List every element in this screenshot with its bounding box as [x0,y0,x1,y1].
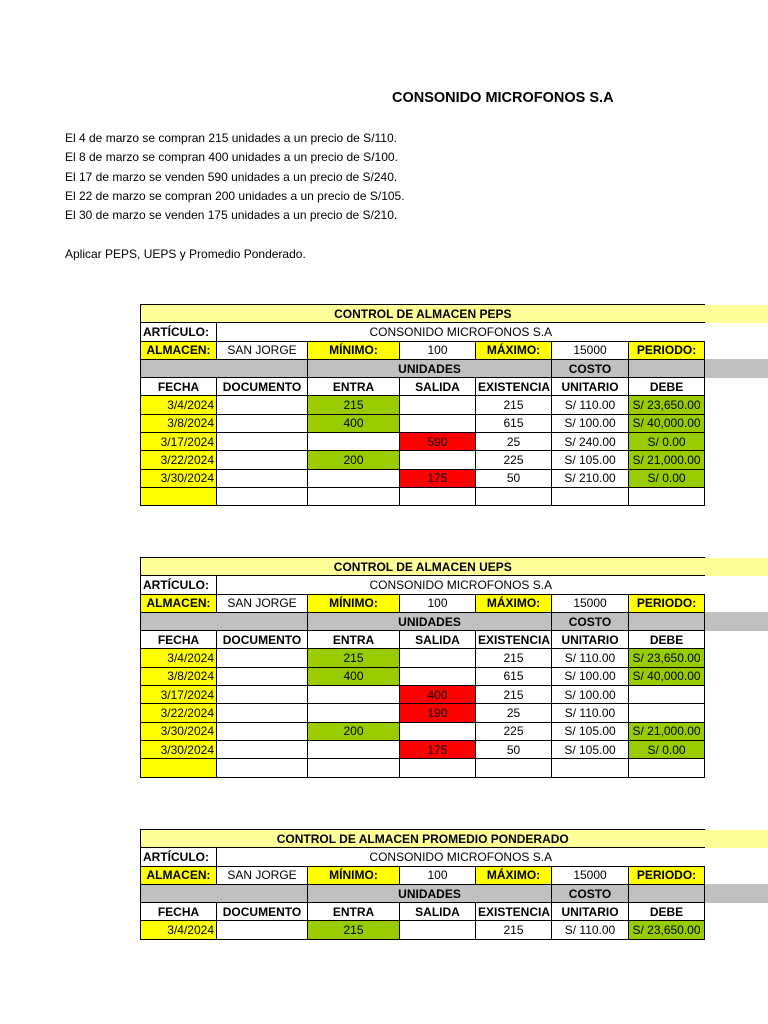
salida-cell[interactable]: 175 [400,740,476,758]
statement-line: El 8 de marzo se compran 400 unidades a un precio de S/100. [65,150,398,165]
almacen-value[interactable]: SAN JORGE [217,594,308,612]
row-extension[interactable] [705,759,768,777]
existencia-cell[interactable]: 215 [476,396,552,414]
fecha-cell[interactable]: 3/30/2024 [141,740,217,758]
row-extension[interactable] [705,903,768,921]
salida-cell[interactable]: 190 [400,704,476,722]
documento-cell[interactable] [217,469,308,487]
existencia-cell[interactable]: 25 [476,704,552,722]
fecha-cell[interactable]: 3/4/2024 [141,396,217,414]
band-extension[interactable] [705,884,768,902]
fecha-cell[interactable]: 3/22/2024 [141,451,217,469]
band-blank[interactable] [629,612,705,630]
band-blank[interactable] [141,884,308,902]
entra-cell[interactable]: 400 [308,667,400,685]
table-row [141,667,768,685]
row-extension[interactable] [705,740,768,758]
entra-cell[interactable]: 200 [308,451,400,469]
column-header-unitario[interactable]: UNITARIO [552,631,629,649]
empty-cell[interactable] [217,759,308,777]
statement-line: El 30 de marzo se venden 175 unidades a un precio de S/210. [65,208,398,223]
empty-cell[interactable] [552,487,629,505]
table-row [141,469,768,487]
debe-cell[interactable]: S/ 40,000.00 [629,414,705,432]
row-extension[interactable] [705,631,768,649]
row-extension[interactable] [705,649,768,667]
maximo-value[interactable]: 15000 [552,341,629,359]
column-header-debe[interactable]: DEBE [629,903,705,921]
row-extension[interactable] [705,848,768,866]
almacen-label[interactable]: ALMACEN: [141,594,217,612]
salida-cell[interactable] [400,722,476,740]
table-row [141,704,768,722]
fecha-cell[interactable] [141,487,217,505]
debe-cell[interactable]: S/ 40,000.00 [629,667,705,685]
documento-cell[interactable] [217,451,308,469]
empty-cell[interactable] [629,759,705,777]
unitario-cell[interactable]: S/ 110.00 [552,649,629,667]
fecha-cell[interactable]: 3/8/2024 [141,667,217,685]
unitario-cell[interactable]: S/ 110.00 [552,921,629,939]
minimo-value[interactable]: 100 [400,341,476,359]
table-row-empty [141,759,768,777]
existencia-cell[interactable]: 215 [476,686,552,704]
row-extension[interactable] [705,722,768,740]
row-extension[interactable] [705,667,768,685]
row-extension[interactable] [705,341,768,359]
column-header-debe[interactable]: DEBE [629,378,705,396]
table-row [141,921,768,939]
almacen-value[interactable]: SAN JORGE [217,866,308,884]
articulo-label[interactable]: ARTÍCULO: [141,848,217,866]
band-blank[interactable] [629,359,705,377]
column-header-documento[interactable]: DOCUMENTO [217,631,308,649]
debe-cell[interactable]: S/ 23,650.00 [629,921,705,939]
existencia-cell[interactable]: 50 [476,740,552,758]
existencia-cell[interactable]: 225 [476,451,552,469]
salida-cell[interactable]: 175 [400,469,476,487]
row-extension[interactable] [705,396,768,414]
almacen-label[interactable]: ALMACEN: [141,866,217,884]
articulo-value[interactable]: CONSONIDO MICROFONOS S.A [217,848,705,866]
costo-header[interactable]: COSTO [552,612,629,630]
table-row [141,414,768,432]
maximo-label[interactable]: MÁXIMO: [476,866,552,884]
problem-statements [65,129,405,225]
row-extension[interactable] [705,378,768,396]
empty-cell[interactable] [476,759,552,777]
title-bar-extension[interactable] [705,558,768,576]
existencia-cell[interactable]: 615 [476,414,552,432]
documento-cell[interactable] [217,396,308,414]
debe-cell[interactable] [629,704,705,722]
empty-cell[interactable] [476,487,552,505]
minimo-value[interactable]: 100 [400,866,476,884]
fecha-cell[interactable]: 3/17/2024 [141,686,217,704]
existencia-cell[interactable]: 215 [476,649,552,667]
entra-cell[interactable] [308,469,400,487]
minimo-label[interactable]: MÍNIMO: [308,594,400,612]
minimo-label[interactable]: MÍNIMO: [308,341,400,359]
periodo-label[interactable]: PERIODO: [629,341,705,359]
column-header-existencia[interactable]: EXISTENCIA [476,631,552,649]
inventory-table-1 [140,557,768,778]
column-header-documento[interactable]: DOCUMENTO [217,378,308,396]
row-extension[interactable] [705,866,768,884]
almacen-value[interactable]: SAN JORGE [217,341,308,359]
empty-cell[interactable] [308,487,400,505]
column-header-entra[interactable]: ENTRA [308,903,400,921]
row-extension[interactable] [705,414,768,432]
column-header-documento[interactable]: DOCUMENTO [217,903,308,921]
unitario-cell[interactable]: S/ 100.00 [552,686,629,704]
column-header-entra[interactable]: ENTRA [308,378,400,396]
document-title: CONSONIDO MICROFONOS S.A [392,90,614,106]
articulo-label[interactable]: ARTÍCULO: [141,323,217,341]
articulo-label[interactable]: ARTÍCULO: [141,576,217,594]
row-extension[interactable] [705,704,768,722]
documento-cell[interactable] [217,667,308,685]
periodo-label[interactable]: PERIODO: [629,594,705,612]
column-header-unitario[interactable]: UNITARIO [552,378,629,396]
documento-cell[interactable] [217,704,308,722]
statement-line: El 4 de marzo se compran 215 unidades a un precio de S/110. [65,131,397,145]
debe-cell[interactable] [629,686,705,704]
table-row [141,722,768,740]
fecha-cell[interactable]: 3/4/2024 [141,921,217,939]
salida-cell[interactable]: 590 [400,433,476,451]
minimo-label[interactable]: MÍNIMO: [308,866,400,884]
empty-cell[interactable] [308,759,400,777]
debe-cell[interactable]: S/ 21,000.00 [629,451,705,469]
existencia-cell[interactable]: 25 [476,433,552,451]
table-row [141,686,768,704]
band-blank[interactable] [141,359,308,377]
fecha-cell[interactable]: 3/30/2024 [141,722,217,740]
unitario-cell[interactable]: S/ 105.00 [552,451,629,469]
column-header-salida[interactable]: SALIDA [400,903,476,921]
salida-cell[interactable]: 400 [400,686,476,704]
table-title[interactable]: CONTROL DE ALMACEN PEPS [141,305,705,323]
existencia-cell[interactable]: 50 [476,469,552,487]
debe-cell[interactable]: S/ 0.00 [629,433,705,451]
column-header-entra[interactable]: ENTRA [308,631,400,649]
documento-cell[interactable] [217,686,308,704]
entra-cell[interactable]: 400 [308,414,400,432]
entra-cell[interactable] [308,686,400,704]
fecha-cell[interactable]: 3/4/2024 [141,649,217,667]
inventory-table-2 [140,829,768,940]
row-extension[interactable] [705,323,768,341]
column-header-existencia[interactable]: EXISTENCIA [476,378,552,396]
entra-cell[interactable]: 215 [308,396,400,414]
fecha-cell[interactable] [141,759,217,777]
title-bar-extension[interactable] [705,830,768,848]
salida-cell[interactable] [400,649,476,667]
empty-cell[interactable] [552,759,629,777]
periodo-label[interactable]: PERIODO: [629,866,705,884]
unitario-cell[interactable]: S/ 105.00 [552,740,629,758]
unitario-cell[interactable]: S/ 100.00 [552,667,629,685]
empty-cell[interactable] [400,487,476,505]
band-extension[interactable] [705,612,768,630]
maximo-value[interactable]: 15000 [552,594,629,612]
empty-cell[interactable] [217,487,308,505]
debe-cell[interactable]: S/ 0.00 [629,740,705,758]
table-title[interactable]: CONTROL DE ALMACEN PROMEDIO PONDERADO [141,830,705,848]
documento-cell[interactable] [217,433,308,451]
fecha-cell[interactable]: 3/30/2024 [141,469,217,487]
row-extension[interactable] [705,487,768,505]
row-extension[interactable] [705,576,768,594]
unitario-cell[interactable]: S/ 240.00 [552,433,629,451]
existencia-cell[interactable]: 225 [476,722,552,740]
fecha-cell[interactable]: 3/17/2024 [141,433,217,451]
debe-cell[interactable]: S/ 23,650.00 [629,396,705,414]
table-title[interactable]: CONTROL DE ALMACEN UEPS [141,558,705,576]
fecha-cell[interactable]: 3/22/2024 [141,704,217,722]
maximo-value[interactable]: 15000 [552,866,629,884]
unidades-header[interactable]: UNIDADES [308,884,552,902]
unitario-cell[interactable]: S/ 105.00 [552,722,629,740]
existencia-cell[interactable]: 215 [476,921,552,939]
table-row [141,740,768,758]
entra-cell[interactable]: 200 [308,722,400,740]
band-blank[interactable] [141,612,308,630]
documento-cell[interactable] [217,740,308,758]
salida-cell[interactable] [400,414,476,432]
documento-cell[interactable] [217,722,308,740]
costo-header[interactable]: COSTO [552,359,629,377]
statement-line: El 17 de marzo se venden 590 unidades a un precio de S/240. [65,169,398,184]
entra-cell[interactable]: 215 [308,921,400,939]
minimo-value[interactable]: 100 [400,594,476,612]
table-row [141,649,768,667]
row-extension[interactable] [705,469,768,487]
unitario-cell[interactable]: S/ 110.00 [552,704,629,722]
debe-cell[interactable]: S/ 21,000.00 [629,722,705,740]
entra-cell[interactable] [308,704,400,722]
column-header-salida[interactable]: SALIDA [400,631,476,649]
table-row-empty [141,487,768,505]
empty-cell[interactable] [400,759,476,777]
maximo-label[interactable]: MÁXIMO: [476,594,552,612]
row-extension[interactable] [705,594,768,612]
row-extension[interactable] [705,921,768,939]
debe-cell[interactable]: S/ 0.00 [629,469,705,487]
column-header-existencia[interactable]: EXISTENCIA [476,903,552,921]
salida-cell[interactable] [400,396,476,414]
column-header-fecha[interactable]: FECHA [141,378,217,396]
unidades-header[interactable]: UNIDADES [308,359,552,377]
salida-cell[interactable] [400,451,476,469]
column-header-unitario[interactable]: UNITARIO [552,903,629,921]
debe-cell[interactable]: S/ 23,650.00 [629,649,705,667]
column-header-salida[interactable]: SALIDA [400,378,476,396]
band-extension[interactable] [705,359,768,377]
row-extension[interactable] [705,451,768,469]
documento-cell[interactable] [217,921,308,939]
table-row [141,451,768,469]
band-blank[interactable] [629,884,705,902]
salida-cell[interactable] [400,921,476,939]
existencia-cell[interactable]: 615 [476,667,552,685]
articulo-value[interactable]: CONSONIDO MICROFONOS S.A [217,323,705,341]
empty-cell[interactable] [629,487,705,505]
column-header-fecha[interactable]: FECHA [141,903,217,921]
unitario-cell[interactable]: S/ 100.00 [552,414,629,432]
statement-line: El 22 de marzo se compran 200 unidades a un precio de S/105. [65,188,405,203]
documento-cell[interactable] [217,414,308,432]
row-extension[interactable] [705,686,768,704]
table-row [141,433,768,451]
table-row [141,396,768,414]
inventory-table-0 [140,304,768,506]
unitario-cell[interactable]: S/ 110.00 [552,396,629,414]
unidades-header[interactable]: UNIDADES [308,612,552,630]
almacen-label[interactable]: ALMACEN: [141,341,217,359]
instruction-text: Aplicar PEPS, UEPS y Promedio Ponderado. [65,247,306,261]
title-bar-extension[interactable] [705,305,768,323]
entra-cell[interactable] [308,740,400,758]
documento-cell[interactable] [217,649,308,667]
entra-cell[interactable] [308,433,400,451]
costo-header[interactable]: COSTO [552,884,629,902]
articulo-value[interactable]: CONSONIDO MICROFONOS S.A [217,576,705,594]
column-header-fecha[interactable]: FECHA [141,631,217,649]
maximo-label[interactable]: MÁXIMO: [476,341,552,359]
entra-cell[interactable]: 215 [308,649,400,667]
fecha-cell[interactable]: 3/8/2024 [141,414,217,432]
row-extension[interactable] [705,433,768,451]
unitario-cell[interactable]: S/ 210.00 [552,469,629,487]
column-header-debe[interactable]: DEBE [629,631,705,649]
salida-cell[interactable] [400,667,476,685]
